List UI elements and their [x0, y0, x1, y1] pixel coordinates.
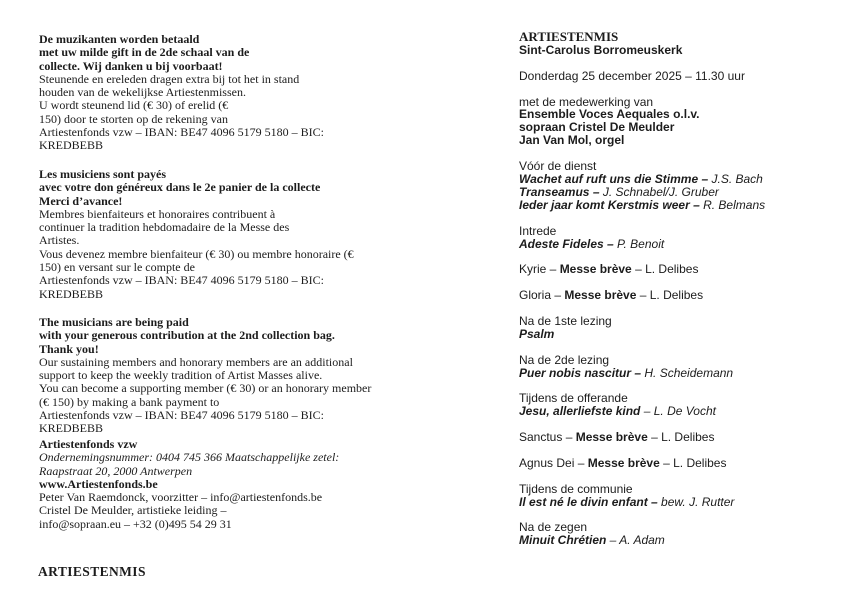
text-segment: met uw milde gift in de 2de schaal van de — [39, 45, 250, 60]
text-line — [39, 288, 354, 301]
text-segment: KREDBEBB — [39, 138, 104, 153]
text-line — [519, 289, 765, 302]
text-line — [39, 422, 371, 435]
text-segment: with your generous contribution at the 2nd collection bag. — [39, 328, 335, 343]
text-segment: Steunende en ereleden dragen extra bij tot het in stand — [39, 71, 300, 86]
text-segment: Wachet auf ruft uns die Stimme – — [519, 171, 712, 186]
text-line — [39, 396, 371, 409]
text-segment: 150) door te storten op de rekening van — [39, 111, 228, 126]
text-line — [39, 195, 354, 208]
text-segment: Artiestenfonds vzw – IBAN: BE47 4096 5179 5180 – BIC: — [39, 408, 324, 423]
text-segment: Artiestenfonds vzw — [39, 437, 138, 451]
text-line — [39, 504, 339, 517]
paragraph-donation-dutch — [39, 33, 324, 153]
text-line — [519, 199, 765, 212]
text-segment: www.Artiestenfonds.be — [39, 476, 158, 491]
text-segment: Thank you! — [39, 341, 99, 356]
text-segment: J.S. Bach — [711, 171, 763, 186]
text-segment: Messe brève — [575, 430, 648, 445]
text-segment: Psalm — [519, 326, 555, 341]
text-segment: collecte. Wij danken u bij voorbaat! — [39, 58, 223, 73]
text-segment: U wordt steunend lid (€ 30) of erelid (€ — [39, 98, 229, 113]
text-segment: – L. Delibes — [636, 288, 704, 303]
text-segment: – L. Delibes — [659, 455, 727, 470]
text-line — [519, 367, 765, 380]
text-segment: You can become a supporting member (€ 30) or an honorary member — [39, 381, 372, 396]
text-line — [39, 356, 371, 369]
text-segment: support to keep the weekly tradition of Artist Masses alive. — [39, 368, 323, 383]
text-segment: Intrede — [519, 223, 557, 238]
text-segment: Raapstraat 20, 2000 Antwerpen — [39, 463, 193, 478]
text-segment: Membres bienfaiteurs et honoraires contribuent à — [39, 206, 276, 221]
text-segment: Sint-Carolus Borromeuskerk — [519, 42, 683, 57]
text-segment: Artiestenfonds vzw – IBAN: BE47 4096 5179 5180 – BIC: — [39, 125, 324, 140]
text-segment: avec votre don généreux dans le 2e panier de la collecte — [39, 180, 321, 195]
text-segment: Peter Van Raemdonck, voorzitter – info@artiestenfonds.be — [39, 490, 323, 505]
text-segment: Transeamus – — [519, 184, 603, 199]
text-line — [39, 491, 339, 504]
text-segment: R. Belmans — [703, 197, 766, 212]
text-segment: Vous devenez membre bienfaiteur (€ 30) ou membre honoraire (€ — [39, 246, 354, 261]
text-segment: KREDBEBB — [39, 286, 104, 301]
text-segment: Tijdens de communie — [519, 481, 633, 496]
text-segment: Messe brève — [559, 262, 632, 277]
text-line — [39, 168, 354, 181]
text-segment: Sanctus – — [519, 430, 576, 445]
text-segment: Artistes. — [39, 233, 80, 248]
text-segment: – L. Delibes — [631, 262, 699, 277]
text-segment: Na de zegen — [519, 520, 588, 535]
text-segment: Minuit Chrétien — [519, 533, 607, 548]
text-segment: houden van de wekelijkse Artiestenmissen. — [39, 85, 246, 100]
text-line — [519, 431, 765, 444]
text-line — [39, 126, 324, 139]
text-line — [39, 46, 324, 59]
text-line — [519, 496, 765, 509]
text-line — [519, 263, 765, 276]
mass-program-lines — [519, 31, 765, 547]
text-line — [39, 73, 324, 86]
text-line — [39, 86, 324, 99]
text-line — [39, 438, 339, 451]
text-segment: Na de 2de lezing — [519, 352, 610, 367]
text-line — [39, 518, 339, 531]
text-segment: bew. J. Rutter — [661, 494, 735, 509]
text-segment: Ensemble Voces Aequales o.l.v. — [519, 107, 700, 122]
text-segment: Adeste Fideles – — [519, 236, 618, 251]
text-segment: 150) en versant sur le compte de — [39, 260, 195, 275]
text-line — [39, 369, 371, 382]
text-segment: P. Benoit — [617, 236, 665, 251]
text-segment: (€ 150) by making a bank payment to — [39, 394, 220, 409]
text-line — [39, 181, 354, 194]
text-segment: Our sustaining members and honorary members are an additional — [39, 354, 353, 369]
text-line — [519, 315, 765, 328]
paragraph-donation-french — [39, 168, 354, 301]
text-line — [39, 99, 324, 112]
text-segment: Il est né le divin enfant – — [519, 494, 662, 509]
text-line — [39, 465, 339, 478]
paragraph-donation-english — [39, 316, 371, 436]
text-segment: Gloria – — [519, 288, 565, 303]
text-line — [39, 382, 371, 395]
text-line — [39, 221, 354, 234]
text-line — [519, 457, 765, 470]
text-segment: – A. Adam — [606, 533, 665, 548]
text-line — [519, 405, 765, 418]
text-line — [39, 139, 324, 152]
text-line — [519, 328, 765, 341]
text-segment: Donderdag 25 december 2025 – 11.30 uur — [519, 68, 745, 83]
text-segment: Artiestenfonds vzw – IBAN: BE47 4096 5179 5180 – BIC: — [39, 273, 324, 288]
text-segment: met de medewerking van — [519, 94, 654, 109]
text-line — [39, 208, 354, 221]
contact-info-block — [39, 438, 339, 531]
text-line — [39, 234, 354, 247]
text-line — [519, 238, 765, 251]
left-page-footer-title: ARTIESTENMIS — [38, 564, 146, 579]
text-line — [39, 316, 371, 329]
text-line — [39, 261, 354, 274]
text-segment: – L. De Vocht — [640, 404, 716, 419]
text-line — [519, 70, 765, 83]
text-segment: info@sopraan.eu – +32 (0)495 54 29 31 — [39, 516, 232, 531]
text-line — [39, 274, 354, 287]
text-segment: Kyrie – — [519, 262, 560, 277]
text-segment: sopraan Cristel De Meulder — [519, 120, 675, 135]
text-line — [39, 33, 324, 46]
text-segment: J. Schnabel/J. Gruber — [602, 184, 719, 199]
text-segment: Ondernemingsnummer: 0404 745 366 Maatschappelijke zetel: — [39, 450, 340, 465]
text-line — [39, 451, 339, 464]
text-line — [39, 478, 339, 491]
text-segment: continuer la tradition hebdomadaire de la Messe des — [39, 220, 290, 235]
text-segment: Jesu, allerliefste kind — [519, 404, 641, 419]
text-segment: Puer nobis nascitur – — [519, 365, 645, 380]
text-segment: ARTIESTENMIS — [519, 29, 619, 44]
text-segment: Agnus Dei – — [519, 455, 588, 470]
text-segment: Merci d’avance! — [39, 193, 123, 208]
text-segment: Messe brève — [587, 455, 660, 470]
text-line — [39, 248, 354, 261]
text-segment: Les musiciens sont payés — [39, 167, 167, 181]
text-line — [519, 134, 765, 147]
text-line — [519, 534, 765, 547]
text-segment: H. Scheidemann — [644, 365, 734, 380]
text-line — [39, 343, 371, 356]
text-line — [39, 409, 371, 422]
text-segment: Tijdens de offerande — [519, 391, 628, 406]
text-segment: Cristel De Meulder, artistieke leiding – — [39, 503, 227, 518]
text-segment: Messe brève — [564, 288, 637, 303]
text-segment: KREDBEBB — [39, 421, 104, 436]
text-line — [39, 113, 324, 126]
text-segment: The musicians are being paid — [39, 315, 189, 329]
text-segment: De muzikanten worden betaald — [39, 32, 200, 46]
text-segment: Na de 1ste lezing — [519, 313, 612, 328]
text-segment: – L. Delibes — [647, 430, 715, 445]
text-line — [39, 329, 371, 342]
text-segment: Jan Van Mol, orgel — [519, 133, 625, 148]
text-line — [519, 44, 765, 57]
text-segment: Ieder jaar komt Kerstmis weer – — [519, 197, 704, 212]
text-line — [39, 60, 324, 73]
text-segment: Vóór de dienst — [519, 159, 597, 174]
